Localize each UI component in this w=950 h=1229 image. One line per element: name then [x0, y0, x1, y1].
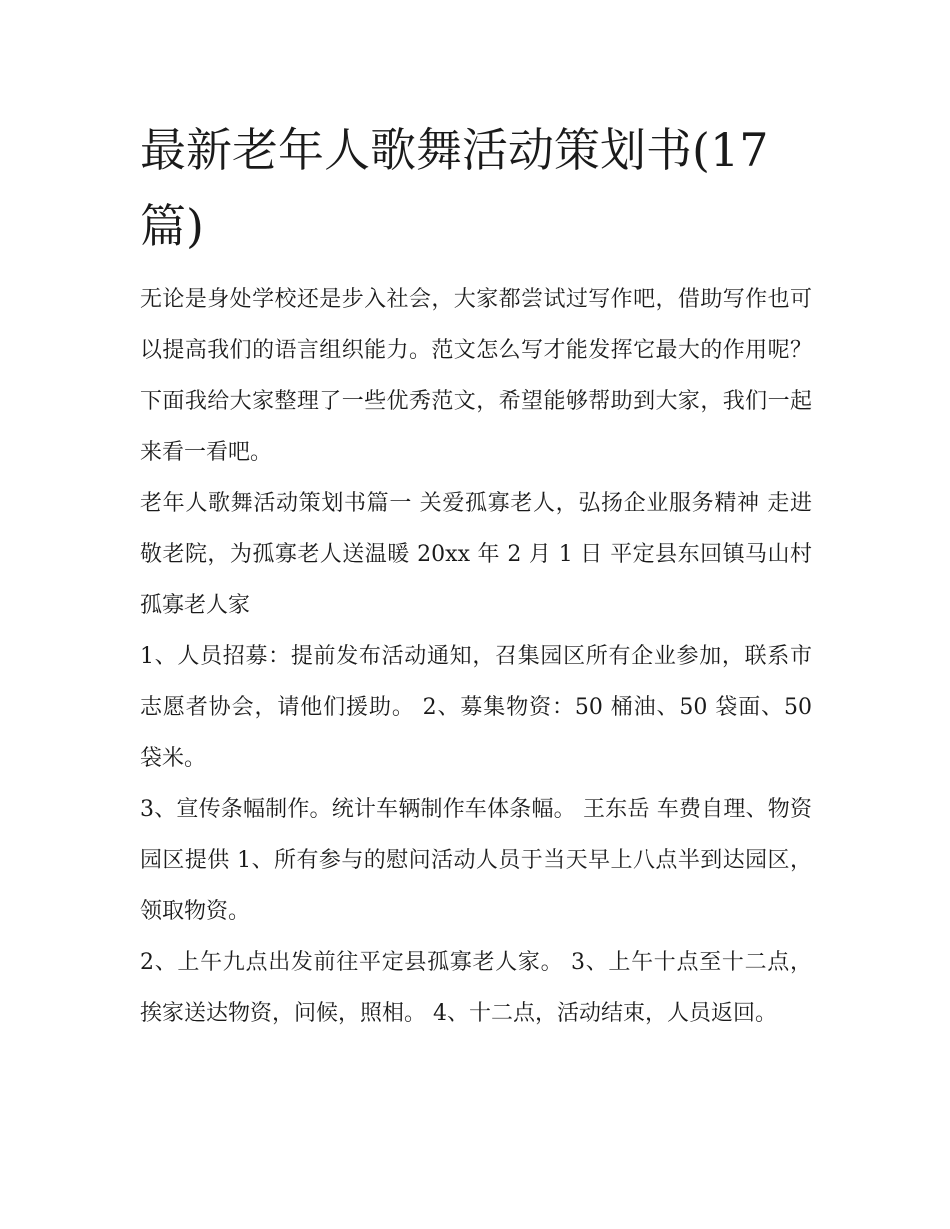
preparation-paragraph: 1、人员招募：提前发布活动通知，召集园区所有企业参加，联系市志愿者协会，请他们援助。 2、募集物资：50 桶油、50 袋面、50 袋米。	[140, 644, 812, 771]
intro-paragraph: 无论是身处学校还是步入社会，大家都尝试过写作吧，借助写作也可以提高我们的语言组织能力。范文怎么写才能发挥它最大的作用呢？下面我给大家整理了一些优秀范文，希望能够帮助到大家，我们一起来看一看吧。	[140, 287, 812, 465]
document-page	[140, 112, 812, 1039]
document-title: 最新老年人歌舞活动策划书(17篇)	[140, 123, 769, 253]
schedule-paragraph: 2、上午九点出发前往平定县孤寡老人家。 3、上午十点至十二点，挨家送达物资，问候，照相。 4、十二点，活动结束，人员返回。	[140, 950, 812, 1026]
banner-paragraph: 3、宣传条幅制作。统计车辆制作车体条幅。 王东岳 车费自理、物资园区提供 1、所有参与的慰问活动人员于当天早上八点半到达园区，领取物资。	[140, 797, 812, 924]
plan-heading-paragraph: 老年人歌舞活动策划书篇一 关爱孤寡老人，弘扬企业服务精神 走进敬老院，为孤寡老人送温暖 20xx 年 2 月 1 日 平定县东回镇马山村孤寡老人家	[140, 491, 812, 618]
